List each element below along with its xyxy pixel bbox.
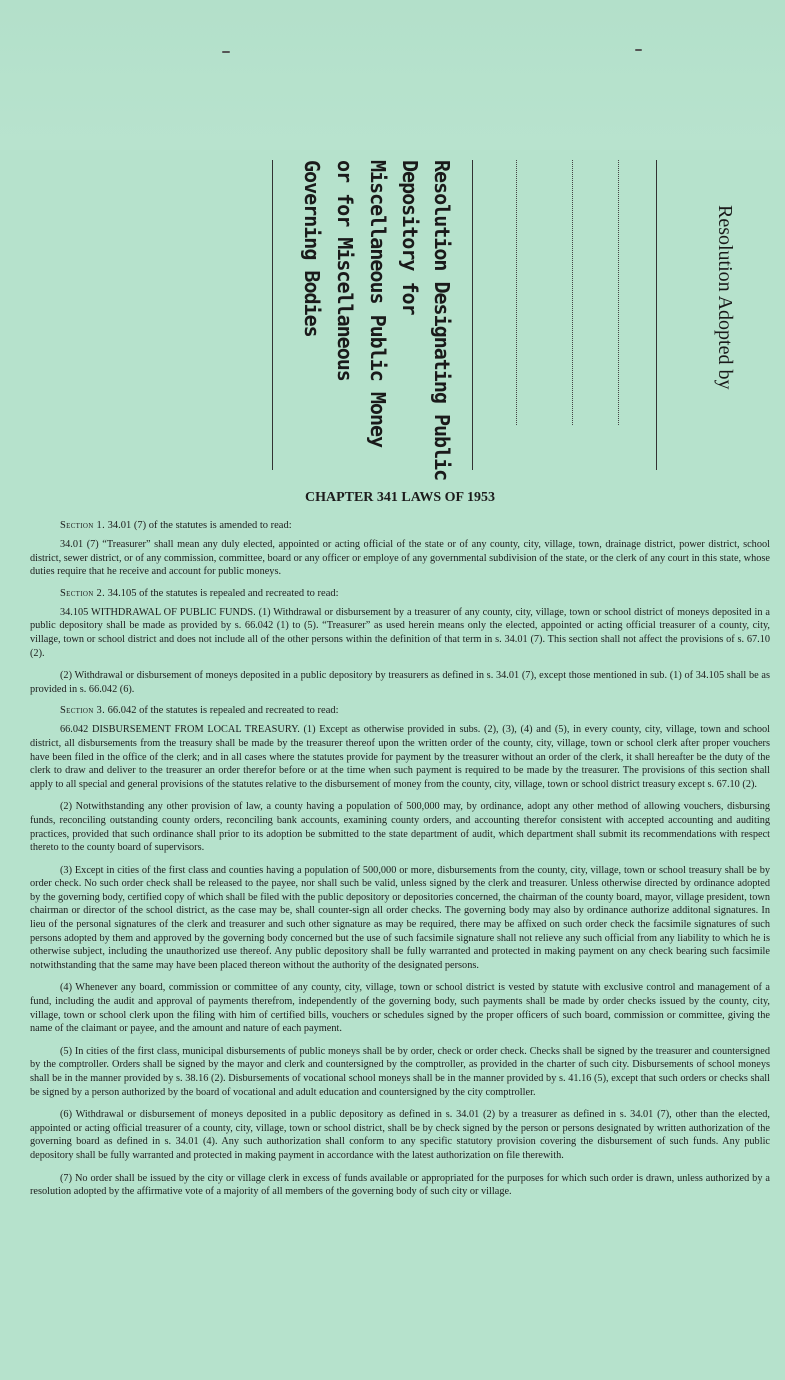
paragraph: 66.042 DISBURSEMENT FROM LOCAL TREASURY. (1) Except as otherwise provided in subs. (2), (3), (4) and (5), in every county, city, village, town and school district, all disbursements from the treasury shall be made by the treasurer thereof upon the written order of the county, city, village, town or school clerk after proper vouchers have been filed in the office of the clerk; and in all cases where the statutes provide for payment by the treasurer without an order of the clerk, it shall hereafter be the duty of the clerk to draw and deliver to the treasurer an order therefor before or at the time when such payment is required to be made by the treasurer. The provisions of this section shall apply to all special and general provisions of the statutes relative to the disbursement of money from the county, city, village, town or school district treasury except s. 67.10 (2).	[30, 724, 770, 790]
section-heading	[60, 588, 770, 599]
paragraph: (2) Withdrawal or disbursement of moneys deposited in a public depository by treasurers as defined in s. 34.01 (7), except those mentioned in sub. (1) of 34.105 shall be as provided in s. 66.042 (6).	[30, 670, 770, 695]
adopted-label-text: Resolution Adopted by	[714, 205, 736, 390]
chapter-title: CHAPTER 341 LAWS OF 1953	[304, 490, 496, 505]
section-label: Section 1.	[60, 520, 106, 531]
print-mark	[635, 49, 642, 51]
section-text: 34.01 (7) of the statutes is amended to read:	[107, 520, 292, 531]
paragraph: (2) Notwithstanding any other provision of law, a county having a population of 500,000 may, by ordinance, adopt any other method of allowing vouchers, disbursing funds, reconciling outstanding county orders, reconciling bank accounts, examining county orders, and accounting therefor consistent with accepted accounting and auditing practices, provided that such ordinance shall prior to its adoption be submitted to the state department of audit, which department shall submit its recommendations with respect thereto to the county board of supervisors.	[30, 801, 770, 854]
paragraph: (6) Withdrawal or disbursement of moneys deposited in a public depository as defined in s. 34.01 (2) by a treasurer as defined in s. 34.01 (7), other than the elected, appointed or acting official treasurer of a county, city, village, town or school district, shall be by check signed by the person or persons designated by written authorization of the governing board as defined in s. 34.01 (4). Any such authorization shall conform to any specific statutory provision covering the disbursement of such funds. Any public depository shall be fully warranted and protected in making payment in accordance with the latest authorization on file therewith.	[30, 1109, 770, 1161]
cover-rule	[272, 160, 273, 470]
cover-title-line: Governing Bodies	[300, 160, 324, 337]
paragraph: (7) No order shall be issued by the city or village clerk in excess of funds available or appropriated for the purposes for which such order is drawn, unless authorized by a resolution adopted by the affirmative vote of a majority of all members of the governing body of such city or village.	[30, 1172, 770, 1198]
statute-text	[30, 490, 770, 1208]
cover-title-line: Depository for	[398, 160, 422, 315]
cover-blank-line	[572, 160, 573, 425]
cover-title-line: Miscellaneous Public Money	[366, 160, 390, 448]
paragraph: 34.01 (7) “Treasurer” shall mean any duly elected, appointed or acting official of the state or of any county, city, village, town, drainage district, power district, school district, sewer district, or of any commission, committee, board or any officer or employe of any governmental subdivision of the state, or the clerk of any court in this state, whose duties require that he receive and account for public moneys.	[30, 539, 770, 578]
cover-blank-line	[516, 160, 517, 425]
paper-top	[0, 0, 785, 150]
cover-title-line: or for Miscellaneous	[333, 160, 357, 381]
cover-title-line: Resolution Designating Public	[430, 160, 454, 481]
paragraph: (4) Whenever any board, commission or committee of any county, city, village, town or school district is vested by statute with exclusive control and management of a fund, including the audit and approval of payments therefrom, independently of the governing body, such payments shall be made by order checks issued by the county, city, village, town or school clerk upon the filing with him of certified bills, vouchers or schedules signed by the proper officers of such board, commission or committee, giving the name of the claimant or payee, and the amount and nature of each payment.	[30, 982, 770, 1035]
section-label: Section 2.	[60, 587, 106, 599]
cover-blank-line	[618, 160, 619, 425]
section-text: 66.042 of the statutes is repealed and recreated to read:	[107, 705, 339, 717]
cover-rule	[656, 160, 657, 470]
print-mark	[222, 51, 230, 53]
section-heading	[60, 705, 770, 716]
paragraph: 34.105 WITHDRAWAL OF PUBLIC FUNDS. (1) Withdrawal or disbursement by a treasurer of any county, city, village, town or school district of moneys deposited in a public depository shall be made as provided by s. 66.042 (1) to (5). “Treasurer” as used herein means only the elected, appointed or acting official treasurer of a county, city, village, town or school district and does not include all of the other persons within the definition of that term in s. 34.01 (7). This section shall not affect the provisions of s. 67.10 (2).	[30, 606, 770, 659]
section-label: Section 3.	[60, 705, 106, 717]
section-text: 34.105 of the statutes is repealed and recreated to read:	[107, 587, 339, 599]
paragraph: (3) Except in cities of the first class and counties having a population of 500,000 or more, disbursements from the county, city, village, town or school treasury shall be by order check. No such order check shall be released to the payee, nor shall such be valid, unless signed by the clerk and treasurer. Unless otherwise directed by ordinance adopted by the governing body, certified copy of which shall be filed with the public depository or depositories concerned, the chairman of the county board, mayor, village president, town chairman or director of the school district, as the case may be, shall counter-sign all order checks. The governing body may also by ordinance authorize additonal signatures. In lieu of the personal signatures of the clerk and treasurer and such other signature as may be required, there may be affixed on such order check the facsimile signatures of such persons adopted by them and approved by the governing body concerned but the use of such facsimile signature shall not relieve any such official from any liability to which he is otherwise subject, including the unauthorized use thereof. Any public depository shall be fully warranted and protected in making payment on any check bearing such facsimile notwithstanding that the same may have been placed thereon without the authority of the designated persons.	[30, 864, 770, 971]
cover-rule	[472, 160, 473, 470]
paragraph: (5) In cities of the first class, municipal disbursements of public moneys shall be by order, check or order check. Checks shall be signed by the treasurer and countersigned by the comptroller. Orders shall be signed by the mayor and clerk and countersigned by the comptroller, as provided in the charter of such city. Disbursements of school moneys shall be in the manner provided by s. 38.16 (2). Disbursements of vocational school moneys shall be in the manner provided by s. 41.16 (5), except that such orders or checks shall be signed by a person authorized by the board of vocational and adult education and countersigned by the city comptroller.	[30, 1045, 770, 1098]
section-heading	[60, 520, 770, 531]
